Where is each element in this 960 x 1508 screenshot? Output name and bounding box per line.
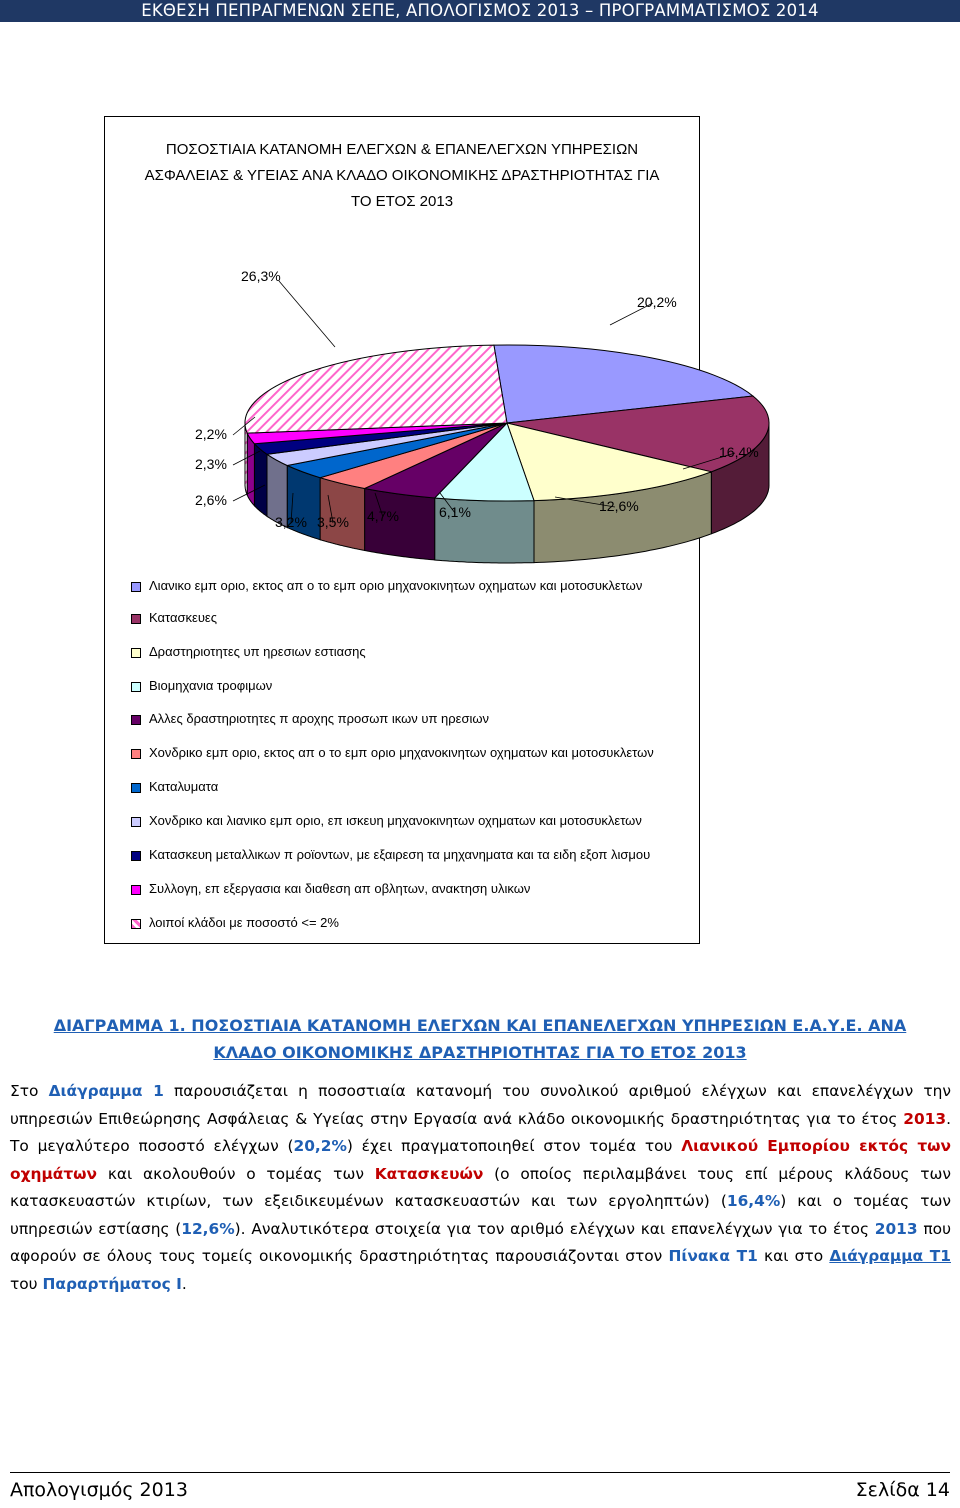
footer-left: Απολογισμός 2013 — [10, 1479, 188, 1501]
slice-percent-label: 3,2% — [275, 514, 307, 530]
legend-label: Βιομηχανια τροφιμων — [149, 678, 273, 693]
legend-swatch — [131, 919, 141, 929]
text-run: . Το μεγαλύτερο ποσοστό ελέγχων ( — [10, 1109, 951, 1155]
table-reference: Πίνακα Τ1 — [668, 1247, 758, 1265]
pie-slice-side — [254, 444, 267, 517]
legend-swatch — [131, 851, 141, 861]
legend-swatch — [131, 817, 141, 827]
text-run: και στο — [757, 1247, 830, 1265]
legend-swatch — [131, 614, 141, 624]
legend-label: Κατασκευη μεταλλικων π ροϊοντων, με εξαιρεση τα μηχανηματα και τα ειδη εξοπ λισμου — [149, 847, 651, 862]
slice-percent-label: 3,5% — [317, 514, 349, 530]
caption-line: ΔΙΑΓΡΑΜΜΑ 1. ΠΟΣΟΣΤΙΑΙΑ ΚΑΤΑΝΟΜΗ ΕΛΕΓΧΩΝ ΚΑΙ ΕΠΑΝΕΛΕΓΧΩΝ ΥΠΗΡΕΣΙΩΝ Ε.Α.Υ.Ε. ΑΝΑ — [53, 1016, 907, 1035]
body-paragraph — [10, 1078, 951, 1298]
legend-swatch — [131, 783, 141, 793]
slice-percent-label: 12,6% — [599, 498, 639, 514]
text-run: Στο — [10, 1082, 49, 1100]
sector-highlight: Λιανικού Εμπορίου εκτός των οχημάτων — [10, 1137, 951, 1183]
legend-label: Λιανικο εμπ οριο, εκτος απ ο το εμπ οριο μηχανοκινητων οχηματων και μοτοσυκλετων — [149, 578, 643, 593]
legend-swatch — [131, 582, 141, 592]
legend-swatch — [131, 648, 141, 658]
text-run: που αφορούν σε όλους τους τομείς οικονομικής δραστηριότητας παρουσιάζονται στον — [10, 1219, 951, 1265]
text-run: του — [10, 1274, 43, 1293]
chart-title-line: ΑΣΦΑΛΕΙΑΣ & ΥΓΕΙΑΣ ΑΝΑ ΚΛΑΔΟ ΟΙΚΟΝΟΜΙΚΗΣ ΔΡΑΣΤΗΡΙΟΤΗΤΑΣ ΓΙΑ — [144, 167, 660, 184]
percent-highlight: 12,6% — [181, 1219, 235, 1238]
slice-percent-label: 2,3% — [195, 456, 227, 472]
figure-reference: Διάγραμμα 1 — [48, 1082, 164, 1100]
page-number: Σελίδα 14 — [855, 1479, 950, 1501]
legend-swatch — [131, 885, 141, 895]
pie-slice-side — [245, 424, 247, 496]
pie-slice-side — [247, 433, 254, 506]
figure-caption — [0, 1012, 960, 1066]
figure-reference: Διάγραμμα Τ1 — [829, 1247, 951, 1265]
slice-percent-label: 20,2% — [637, 294, 677, 310]
text-run: και ακολουθούν ο τομέας των — [97, 1164, 375, 1183]
text-run: ) και ο τομέας των υπηρεσιών εστίασης ( — [10, 1192, 951, 1238]
legend-label: Δραστηριοτητες υπ ηρεσιων εστιασης — [149, 644, 366, 659]
slice-percent-label: 6,1% — [439, 504, 471, 520]
slice-percent-label: 2,2% — [195, 426, 227, 442]
leader-line — [279, 281, 335, 347]
legend-label: Χονδρικο εμπ οριο, εκτος απ ο το εμπ οριο μηχανοκινητων οχηματων και μοτοσυκλετων — [149, 745, 654, 760]
legend-swatch — [131, 682, 141, 692]
running-header: ΕΚΘΕΣΗ ΠΕΠΡΑΓΜΕΝΩΝ ΣΕΠΕ, ΑΠΟΛΟΓΙΣΜΟΣ 2013 – ΠΡΟΓΡΑΜΜΑΤΙΣΜΟΣ 2014 — [0, 0, 960, 22]
pie-chart-frame — [104, 116, 759, 944]
legend-label: Χονδρικο και λιανικο εμπ οριο, επ ισκευη μηχανοκινητων οχηματων και μοτοσυκλετων — [149, 813, 642, 828]
percent-highlight: 16,4% — [726, 1192, 781, 1210]
slice-percent-label: 4,7% — [367, 508, 399, 524]
text-run: . — [181, 1274, 187, 1293]
pie-slice-side — [365, 489, 435, 561]
legend-label: λοιποί κλάδοι με ποσοστό <= 2% — [149, 915, 339, 930]
text-run: ) έχει πραγματοποιηθεί στον τομέα του — [346, 1137, 682, 1155]
legend-label: Συλλογη, επ εξεργασια και διαθεση απ οβλητων, ανακτηση υλικων — [149, 881, 531, 896]
legend-swatch — [131, 749, 141, 759]
legend-swatch — [131, 715, 141, 725]
legend-label: Καταλυματα — [149, 779, 219, 794]
caption-line: ΚΛΑΔΟ ΟΙΚΟΝΟΜΙΚΗΣ ΔΡΑΣΤΗΡΙΟΤΗΤΑΣ ΓΙΑ ΤΟ ΕΤΟΣ 2013 — [213, 1043, 747, 1062]
slice-percent-label: 16,4% — [719, 444, 759, 460]
sector-highlight: Κατασκευών — [374, 1164, 484, 1183]
pie-slice — [245, 345, 507, 433]
appendix-reference: Παραρτήματος Ι — [42, 1274, 182, 1293]
footer-divider — [10, 1472, 950, 1473]
legend-label: Αλλες δραστηριοτητες π αροχης προσωπ ικων υπ ηρεσιων — [149, 711, 490, 726]
slice-percent-label: 26,3% — [241, 268, 281, 284]
chart-title-line: ΤΟ ΕΤΟΣ 2013 — [350, 193, 454, 210]
year-highlight: 2013 — [903, 1109, 947, 1128]
slice-percent-label: 2,6% — [195, 492, 227, 508]
chart-title-line: ΠΟΣΟΣΤΙΑΙΑ ΚΑΤΑΝΟΜΗ ΕΛΕΓΧΩΝ & ΕΠΑΝΕΛΕΓΧΩΝ ΥΠΗΡΕΣΙΩΝ — [165, 141, 639, 158]
legend-label: Κατασκευες — [149, 610, 217, 625]
text-run: ). Αναλυτικότερα στοιχεία για τον αριθμό ελέγχων και επανελέγχων για το έτος — [234, 1219, 875, 1238]
text-run: (ο οποίος περιλαμβάνει τους επί μέρους κλάδους των κατασκευαστών κτιρίων, των εξειδικευμένων κατασκευαστών και των εργοληπτών) ( — [10, 1164, 952, 1210]
year-highlight: 2013 — [874, 1219, 918, 1238]
pie-chart — [105, 117, 759, 577]
percent-highlight: 20,2% — [293, 1137, 347, 1155]
text-run: παρουσιάζεται η ποσοστιαία κατανομή του συνολικού αριθμού ελέγχων και επανελέγχων την υπηρεσιών Επιθεώρησης Ασφάλειας & Υγείας στην Εργασία ανά κλάδο οικονομικής δραστηριότητας για το έτος — [10, 1082, 951, 1128]
